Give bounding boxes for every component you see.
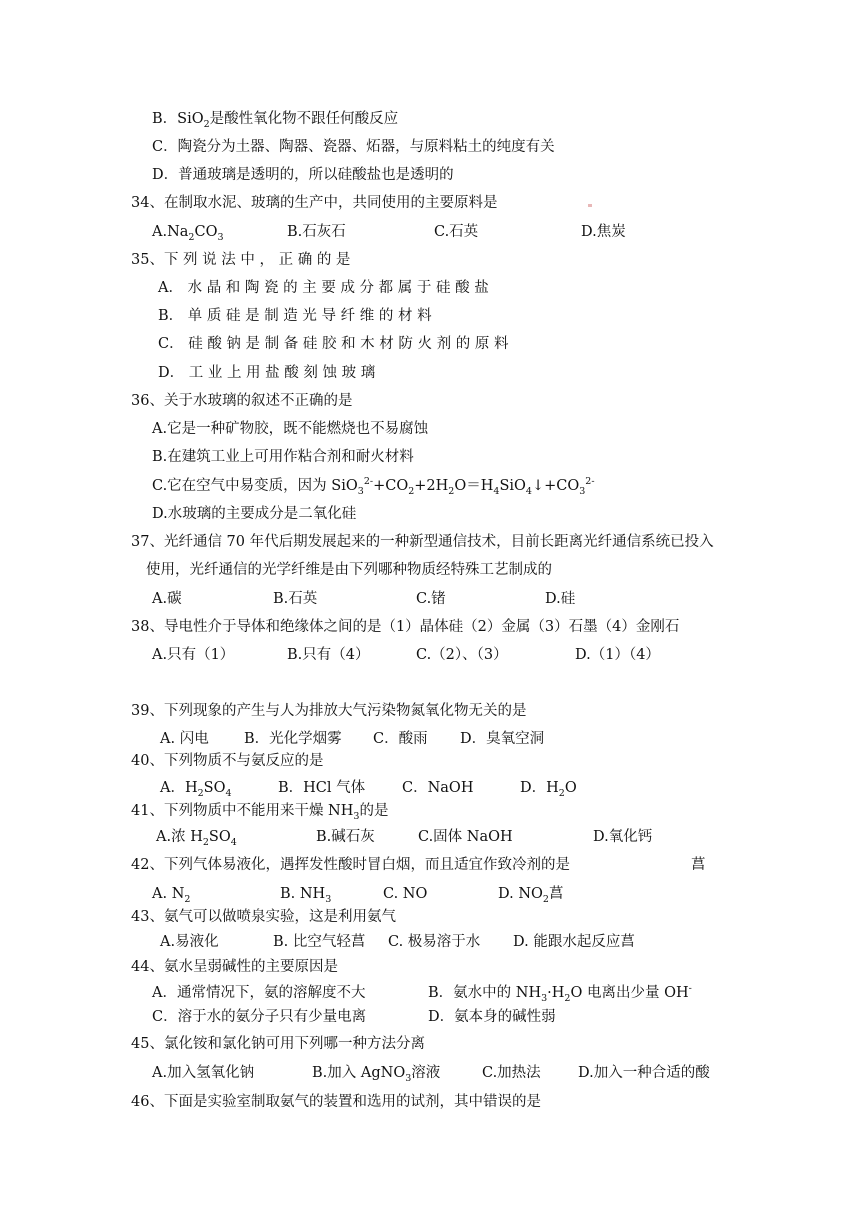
q45-option-d: D.加入一种合适的酸 [578, 1065, 710, 1081]
q38-option-d: D.（1）（4） [575, 647, 660, 663]
q41-option-d: D.氧化钙 [593, 829, 653, 845]
q42-option-d: D. $NO_2$菖 [498, 886, 564, 905]
q41-stem: 41、下列物质中不能用来干燥 $NH_3$的是 [131, 803, 389, 822]
q38-stem: 38、导电性介于导体和绝缘体之间的是（1）晶体硅（2）金属（3）石墨（4）金刚石 [131, 619, 680, 635]
q36-stem: 36、关于水玻璃的叙述不正确的是 [131, 393, 353, 409]
q44-option-c: C．溶于水的氨分子只有少量电离 [152, 1009, 367, 1025]
q45-option-c: C.加热法 [482, 1065, 541, 1081]
q39-option-c: C．酸雨 [373, 731, 428, 747]
q45-stem: 45、氯化铵和氯化钠可用下列哪一种方法分离 [131, 1036, 425, 1052]
q44-stem: 44、氨水呈弱碱性的主要原因是 [131, 959, 338, 975]
q43-option-c: C. 极易溶于水 [388, 934, 481, 950]
q42-option-a: A. $N_2$ [152, 886, 191, 905]
q37-option-b: B.石英 [273, 591, 318, 607]
q42-stem: 42、下列气体易液化，遇挥发性酸时冒白烟，而且适宜作致冷剂的是 [131, 857, 570, 873]
q42-option-b: B. $NH_3$ [280, 886, 332, 905]
q43-option-b: B. 比空气轻菖 [273, 934, 366, 950]
q40-option-b: B．HCl 气体 [278, 780, 366, 796]
q44-option-d: D．氨本身的碱性弱 [428, 1009, 556, 1025]
q39-option-d: D．臭氧空洞 [460, 731, 545, 747]
q40-option-c: C．NaOH [402, 780, 474, 796]
q34-option-d: D.焦炭 [581, 224, 626, 240]
q37-stem-line2: 使用，光纤通信的光学纤维是由下列哪种物质经特殊工艺制成的 [146, 562, 552, 578]
q45-option-b: B.加入 AgNO$_3$溶液 [312, 1065, 441, 1084]
q34-option-c: C.石英 [434, 224, 479, 240]
q41-option-c: C.固体 NaOH [418, 829, 513, 845]
q40-option-a: A．$H_2SO_4$ [160, 780, 232, 799]
q38-option-a: A.只有（1） [152, 647, 235, 663]
q44-option-a: A．通常情况下，氨的溶解度不大 [152, 985, 366, 1001]
q37-option-d: D.硅 [545, 591, 576, 607]
q35-option-c: C． 硅 酸 钠 是 制 备 硅 胶 和 木 材 防 火 剂 的 原 料 [158, 336, 509, 352]
q37-stem-line1: 37、光纤通信 70 年代后期发展起来的一种新型通信技术，目前长距离光纤通信系统已投入 [131, 534, 714, 550]
q40-stem: 40、下列物质不与氨反应的是 [131, 753, 324, 769]
q41-option-a: A.浓 $H_2SO_4$ [156, 829, 237, 848]
q33-option-d: D．普通玻璃是透明的，所以硅酸盐也是透明的 [152, 167, 454, 183]
q37-option-c: C.锗 [416, 591, 446, 607]
q34-option-b: B.石灰石 [287, 224, 346, 240]
q43-stem: 43、氨气可以做喷泉实验，这是利用氨气 [131, 909, 396, 925]
q46-stem: 46、下面是实验室制取氨气的装置和选用的试剂，其中错误的是 [131, 1094, 541, 1110]
q34-stem: 34、在制取水泥、玻璃的生产中，共同使用的主要原料是 [131, 195, 498, 211]
q35-stem: 35、下 列 说 法 中 ， 正 确 的 是 [131, 252, 351, 268]
q37-option-a: A.碳 [152, 591, 182, 607]
q39-option-a: A. 闪电 [160, 731, 209, 747]
q43-option-a: A.易液化 [160, 934, 219, 950]
q35-option-b: B． 单 质 硅 是 制 造 光 导 纤 维 的 材 料 [158, 308, 432, 324]
stray-mark [588, 204, 592, 207]
q39-stem: 39、下列现象的产生与人为排放大气污染物氮氧化物无关的是 [131, 703, 527, 719]
q42-stray-char: 菖 [691, 857, 706, 873]
q42-option-c: C. NO [383, 886, 428, 902]
q33-option-c: C．陶瓷分为土器、陶器、瓷器、炻器，与原料粘土的纯度有关 [152, 139, 555, 155]
q44-option-b: B．氨水中的 $NH_3\cdot H_2O$ 电离出少量 OH- [428, 983, 692, 1004]
q43-option-d: D. 能跟水起反应菖 [513, 934, 635, 950]
q36-option-b: B.在建筑工业上可用作粘合剂和耐火材料 [152, 449, 414, 465]
q34-option-a: $A.Na_2CO_3$ [152, 224, 224, 243]
q40-option-d: D．$H_2O$ [520, 780, 577, 799]
q36-option-d: D.水玻璃的主要成分是二氧化硅 [152, 506, 357, 522]
q33-option-b: B．SiO$_2$是酸性氧化物不跟任何酸反应 [152, 111, 399, 130]
q36-option-c: C.它在空气中易变质，因为 $SiO_3^{2-}+CO_2+2H_2O=H_4SiO_4↓+CO_3^{2-}$ [152, 476, 595, 497]
q35-option-a: A． 水 晶 和 陶 瓷 的 主 要 成 分 都 属 于 硅 酸 盐 [158, 280, 489, 296]
q38-option-b: B.只有（4） [287, 647, 370, 663]
q36-option-a: A.它是一种矿物胶，既不能燃烧也不易腐蚀 [152, 421, 429, 437]
q41-option-b: B.碱石灰 [316, 829, 375, 845]
q38-option-c: C.（2）、（3） [416, 647, 508, 663]
q45-option-a: A.加入氢氧化钠 [152, 1065, 255, 1081]
q39-option-b: B．光化学烟雾 [244, 731, 342, 747]
q35-option-d: D． 工 业 上 用 盐 酸 刻 蚀 玻 璃 [158, 365, 376, 381]
